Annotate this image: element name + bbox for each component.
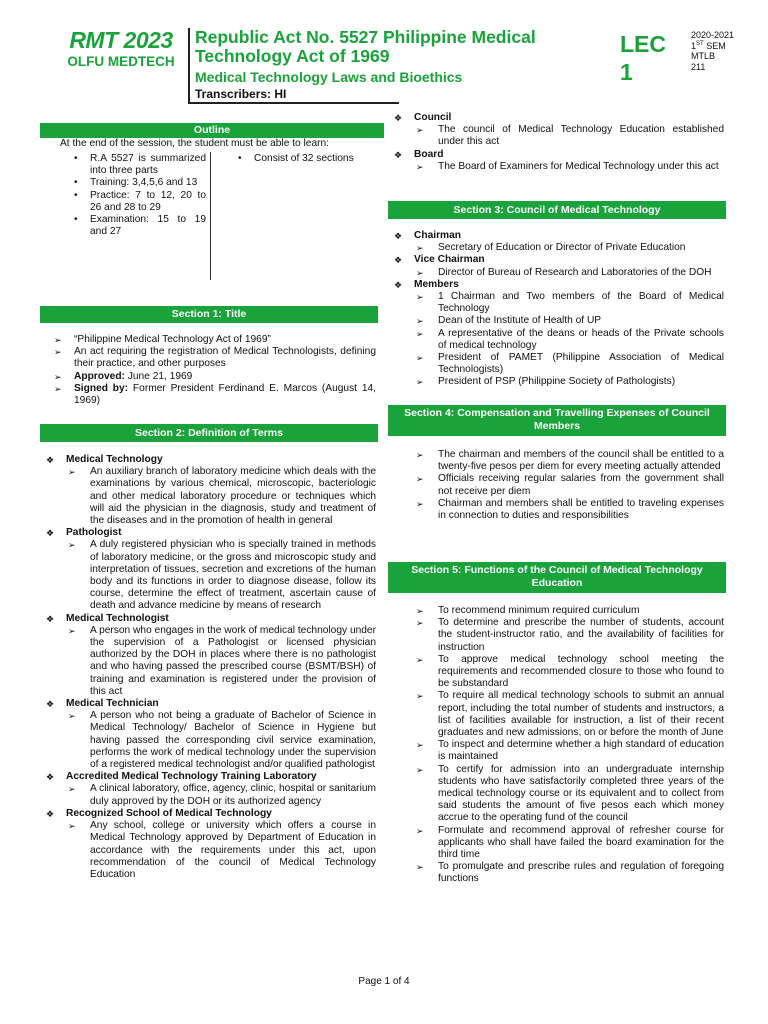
vice-chairman-term: ❖ Vice Chairman [392, 254, 724, 266]
outline-bullet: • R.A 5527 is summarized into three parts [58, 153, 206, 177]
outline-column-divider [210, 152, 211, 280]
definition-term: ❖ Medical Technician [44, 698, 376, 710]
section4-heading-line2: Members [533, 420, 581, 432]
sem-number: 1 [691, 40, 697, 51]
member-item: ➢ President of PSP (Philippine Society of Pathologists) [392, 376, 724, 388]
course-code: MTLB [691, 51, 716, 61]
section2-bar [40, 424, 378, 442]
member-item: ➢ 1 Chairman and Two members of the Board of Medical Technology [392, 291, 724, 315]
chairman-term: ❖ Chairman [392, 230, 724, 242]
definition-text: ➢ A clinical laboratory, office, agency, clinic, hospital or sanitarium duly approved by the DOH or its authorized agency [44, 783, 376, 807]
section4-heading-line1: Section 4: Compensation and Travelling Expenses of Council [404, 407, 710, 419]
section5-heading-line2: Education [531, 577, 583, 589]
section1-bar [40, 306, 378, 323]
section5-item: ➢ To approve medical technology school meeting the requirements and recommended closure to those who found to be substandard [392, 654, 724, 691]
section1-heading: Section 1: Title [171, 308, 247, 320]
signed-value: Former President Ferdinand E. Marcos (August 14, 1969) [74, 382, 376, 407]
section3-content [392, 230, 724, 389]
definition-text: ➢ A person who not being a graduate of Bachelor of Science in Medical Technology/ Bachelor of Science in Hygiene but having passed the corresponding civil service examination, performs the work of medical technology under the supervision of a registered medical technologist and/or qualified pathologist [44, 710, 376, 771]
section4-bar [388, 405, 726, 436]
definition-term: ❖ Medical Technologist [44, 613, 376, 625]
approved-value: June 21, 1969 [124, 370, 193, 382]
sem-sup: ST [696, 40, 704, 47]
document-title-line2: Technology Act of 1969 [195, 46, 390, 66]
definition-term: ❖ Accredited Medical Technology Training Laboratory [44, 771, 376, 783]
outline-bullet: • Training: 3,4,5,6 and 13 [58, 177, 206, 189]
school-year: 2020-2021 [691, 30, 735, 40]
definition-term: ❖ Medical Technology [44, 454, 376, 466]
document-title [195, 28, 605, 66]
section5-item: ➢ To certify for admission into an undergraduate internship students who have satisfactorily completed three years of the medical technology course or its equivalent and to collect from said students the amount of five pesos each which money accrue to the operating fund of the council [392, 764, 724, 825]
document-title-line1: Republic Act No. 5527 Philippine Medical [195, 27, 536, 47]
outline-bullet: • Examination: 15 to 19 and 27 [58, 214, 206, 238]
section4-content [392, 449, 724, 522]
definition-text: ➢ A duly registered physician who is specially trained in methods of laboratory medicine, or the gross and microscopic study and interpretation of tissues, secretion and excretions of the human body and its functions in order to diagnose disease, follow its course, determine the effect of treatment, ascertain cause of death and advance medicine by means of research [44, 539, 376, 612]
definition-term: ❖ Council [392, 112, 724, 124]
brand-subtitle: OLFU MEDTECH [67, 54, 175, 69]
members-list [392, 291, 724, 389]
chairman-def: ➢ Secretary of Education or Director of Private Education [392, 242, 724, 254]
brand-title: RMT 2023 [69, 27, 173, 53]
section1-item: ➢ “Philippine Medical Technology Act of 1969” [50, 334, 376, 346]
definition-term: ❖ Recognized School of Medical Technology [44, 808, 376, 820]
outline-intro: At the end of the session, the student must be able to learn: [60, 138, 330, 149]
member-item: ➢ Dean of the Institute of Health of UP [392, 315, 724, 327]
outline-heading: Outline [193, 124, 231, 136]
section4-item: ➢ Officials receiving regular salaries from the government shall not receive per diem [392, 473, 724, 497]
outline-bullet: • Practice: 7 to 12, 20 to 26 and 28 to 29 [58, 190, 206, 214]
outline-list-left [58, 153, 206, 238]
title-underline [189, 102, 399, 104]
member-item: ➢ A representative of the deans or heads of the Private schools of medical technology [392, 328, 724, 352]
sem-label: SEM [703, 40, 726, 51]
definition-text: ➢ The council of Medical Technology Education established under this act [392, 124, 724, 148]
page-header [0, 0, 768, 104]
section2-content [44, 454, 376, 881]
section5-heading-line1: Section 5: Functions of the Council of Medical Technology [411, 564, 703, 576]
lec-number: 1 [620, 59, 633, 85]
page-number: Page 1 of 4 [358, 976, 410, 987]
section5-bar [388, 562, 726, 593]
member-item: ➢ President of PAMET (Philippine Association of Medical Technologists) [392, 352, 724, 376]
section4-item: ➢ Chairman and members shall be entitled to traveling expenses in connection to duties and responsibilities [392, 498, 724, 522]
members-term: ❖ Members [392, 279, 724, 291]
section5-item: ➢ To determine and prescribe the number of students, account the student-instructor ratio, and the availability of facilities for instruction [392, 617, 724, 654]
approved-label: Approved: [74, 370, 125, 382]
section5-item: ➢ To promulgate and prescribe rules and regulation of foregoing functions [392, 861, 724, 885]
section1-approved [50, 371, 376, 383]
transcribers: Transcribers: HI [195, 87, 287, 101]
outline-list-right [222, 153, 382, 165]
section5-item: ➢ To require all medical technology schools to submit an annual report, including the total number of students and instructors, a list of facilities available for instruction, a list of their recent graduates and new admissions, on or before the month of June [392, 690, 724, 739]
title-block [195, 28, 605, 101]
section1-item: ➢ An act requiring the registration of Medical Technologists, defining their practice, and other purposes [50, 346, 376, 370]
semester [691, 41, 734, 52]
section5-item: ➢ To recommend minimum required curriculum [392, 605, 724, 617]
signed-label: Signed by: [74, 382, 129, 394]
section5-item: ➢ To inspect and determine whether a high standard of education is maintained [392, 739, 724, 763]
section3-bar [388, 201, 726, 219]
lec-text: LEC [620, 31, 666, 57]
right-top-terms [392, 112, 724, 173]
lecture-label [620, 30, 666, 86]
section1-signed [50, 383, 376, 407]
header-divider [188, 28, 190, 104]
section1-content [50, 334, 376, 407]
definition-text: ➢ Any school, college or university which offers a course in Medical Technology approved by Department of Education in accordance with the requirements under this act, upon recommendation of the council of Medical Technology Education [44, 820, 376, 881]
course-meta [691, 30, 734, 72]
section5-item: ➢ Formulate and recommend approval of refresher course for applicants who shall have failed the board examination for the third time [392, 825, 724, 862]
section2-heading: Section 2: Definition of Terms [135, 427, 283, 439]
definition-term: ❖ Pathologist [44, 527, 376, 539]
outline-bar [40, 123, 384, 138]
definition-term: ❖ Board [392, 149, 724, 161]
outline [40, 138, 384, 150]
vice-chairman-def: ➢ Director of Bureau of Research and Laboratories of the DOH [392, 267, 724, 279]
course-number: 211 [691, 61, 706, 72]
section3-heading: Section 3: Council of Medical Technology [453, 204, 661, 216]
definition-text: ➢ An auxiliary branch of laboratory medicine which deals with the examinations by various chemical, microscopic, bacteriologic and other medical laboratory procedure or techniques which will aid the physician in the diagnosis, study and treatment of the diseases and in the promotion of health in general [44, 466, 376, 527]
course-subtitle: Medical Technology Laws and Bioethics [195, 69, 463, 85]
definition-text: ➢ The Board of Examiners for Medical Technology under this act [392, 161, 724, 173]
brand [54, 28, 188, 70]
definition-text: ➢ A person who engages in the work of medical technology under the supervision of a Pathologist or licensed physician authorized by the DOH in places where there is no pathologist and who having passed the prescribed course (BSMT/BSH) of training and examination is registered under the provision of this act [44, 625, 376, 698]
section5-content [392, 605, 724, 886]
section4-item: ➢ The chairman and members of the council shall be entitled to a twenty-five pesos per diem for every meeting actually attended [392, 449, 724, 473]
outline-bullet: • Consist of 32 sections [222, 153, 382, 165]
